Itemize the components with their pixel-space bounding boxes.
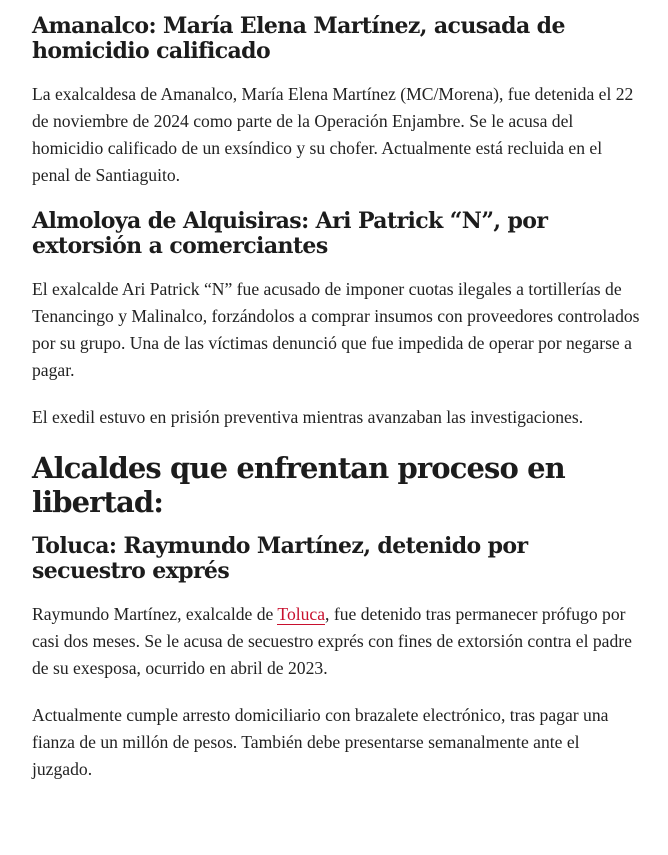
paragraph-toluca-1-after: , fue detenido tras permanecer prófugo por casi dos meses. Se le acusa de secuestro exprés con fines de extorsión contra el padre de su exesposa, ocurrido en abril de 2023. [32,604,632,678]
paragraph-amanalco: La exalcaldesa de Amanalco, María Elena Martínez (MC/Morena), fue detenida el 22 de noviembre de 2024 como parte de la Operación Enjambre. Se le acusa del homicidio calificado de un exsíndico y su chofer. Actualmente está recluida en el penal de Santiaguito. [32,84,634,185]
section-heading-amanalco: Amanalco: María Elena Martínez, acusada de homicidio calificado [32,13,565,64]
section-heading-toluca: Toluca: Raymundo Martínez, detenido por secuestro exprés [32,533,528,584]
paragraph-almoloya-1: El exalcalde Ari Patrick “N” fue acusado de imponer cuotas ilegales a tortillerías de Tenancingo y Malinalco, forzándolos a comprar insumos con proveedores controlados por su grupo. Una de las víctimas denunció que fue impedida de operar por negarse a pagar. [32,279,640,380]
paragraph-toluca-1 [32,601,642,682]
heading-proceso-libertad: Alcaldes que enfrentan proceso en libertad: [32,451,565,519]
paragraph-toluca-1-before: Raymundo Martínez, exalcalde de [32,604,278,624]
paragraph-almoloya-2: El exedil estuvo en prisión preventiva mientras avanzaban las investigaciones. [32,407,584,427]
article-body [32,8,642,803]
toluca-link[interactable]: Toluca [277,604,326,624]
section-heading-almoloya: Almoloya de Alquisiras: Ari Patrick “N”, por extorsión a comerciantes [32,208,548,259]
paragraph-toluca-2: Actualmente cumple arresto domiciliario con brazalete electrónico, tras pagar una fianza de un millón de pesos. También debe presentarse semanalmente ante el juzgado. [32,705,609,779]
